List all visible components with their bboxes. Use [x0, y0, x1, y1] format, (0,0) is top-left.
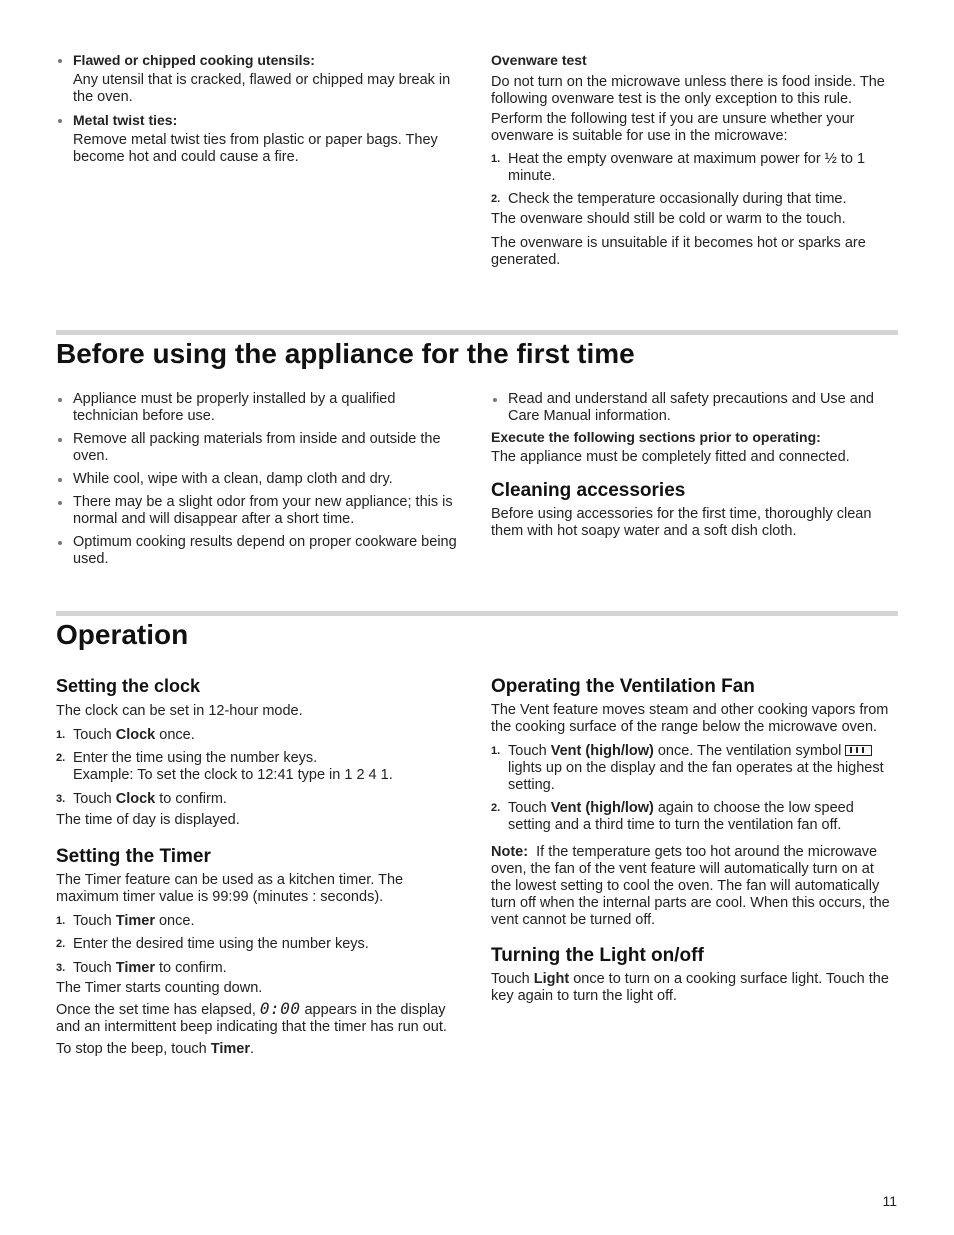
ovenware-p1: Do not turn on the microwave unless there is food inside. The following ovenware test is the only exception to this rule.	[491, 74, 885, 107]
clock-outro: The time of day is displayed.	[56, 812, 240, 828]
cleaning-title: Cleaning accessories	[491, 480, 686, 501]
ovenware-test	[491, 52, 897, 269]
note-text: If the temperature gets too hot around the microwave oven, the fan of the vent feature will automatically turn on at the lowest setting to cool the oven. The fan will automatically turn off when the internal parts are cool. When this occurs, the vent cannot be turned off.	[491, 844, 890, 928]
vent-note	[491, 844, 897, 929]
bullet-title: Flawed or chipped cooking utensils:	[73, 52, 315, 68]
step-text: once.	[154, 913, 195, 929]
list-item: While cool, wipe with a clean, damp cloth and dry.	[56, 471, 464, 488]
timer-step-3	[56, 960, 464, 977]
timer-key: Timer	[115, 960, 155, 976]
timer-countdown: The Timer starts counting down.	[56, 980, 263, 996]
step-text: again to choose the low speed setting and a third time to turn the ventilation fan off.	[508, 800, 854, 833]
ovenware-p4: The ovenware is unsuitable if it becomes hot or sparks are generated.	[491, 235, 866, 268]
step-number: 1.	[491, 153, 501, 165]
step-text: Enter the time using the number keys.	[73, 750, 318, 766]
step-text: Touch	[508, 743, 551, 759]
vent-intro: The Vent feature moves steam and other cooking vapors from the cooking surface of the range below the microwave oven.	[491, 702, 889, 735]
step-number: 3.	[56, 793, 66, 805]
timer-key: Timer	[210, 1041, 251, 1057]
ventilation-symbol-icon	[845, 745, 872, 756]
clock-title: Setting the clock	[56, 676, 201, 696]
step-text: once.	[155, 727, 195, 743]
step-text: lights up on the display and the fan operates at the highest setting.	[508, 760, 884, 793]
step-text: Touch	[73, 791, 116, 807]
step-text: Touch	[73, 913, 116, 929]
page-number: 11	[882, 1193, 897, 1209]
section-divider	[56, 330, 898, 335]
bullet-title: Metal twist ties:	[73, 112, 178, 128]
timer-stop-text: .	[250, 1041, 255, 1057]
vent-key: Vent (high/low)	[550, 800, 654, 816]
operation-right-column	[491, 676, 897, 1005]
step-number: 2.	[491, 193, 501, 205]
timer-elapsed	[56, 1000, 464, 1036]
step-example: Example: To set the clock to 12:41 type in 1 2 4 1.	[73, 767, 393, 783]
step-text: to confirm.	[155, 791, 227, 807]
step-number: 2.	[56, 938, 66, 950]
clock-step-3	[56, 791, 464, 808]
light-text-part: once to turn on a cooking surface light. Touch the key again to turn the light off.	[491, 971, 889, 1004]
vent-step-2	[491, 800, 897, 834]
note-label: Note:	[491, 844, 529, 860]
step-number: 2.	[491, 802, 501, 814]
light-text	[491, 971, 897, 1005]
execute-text: The appliance must be completely fitted and connected.	[491, 449, 850, 465]
list-item: Appliance must be properly installed by a qualified technician before use.	[56, 391, 464, 425]
vent-step-1	[491, 743, 897, 794]
execute-title: Execute the following sections prior to operating:	[491, 429, 821, 445]
clock-step-1	[56, 727, 464, 744]
light-title: Turning the Light on/off	[491, 945, 704, 966]
step-text: Touch	[73, 727, 116, 743]
clock-step-2	[56, 750, 464, 784]
ovenware-title: Ovenware test	[491, 52, 587, 68]
before-right-column	[491, 391, 897, 540]
timer-stop-text: To stop the beep, touch	[56, 1041, 211, 1057]
step-text: Check the temperature occasionally during that time.	[508, 191, 847, 207]
clock-intro: The clock can be set in 12-hour mode.	[56, 703, 303, 719]
before-left-bullets	[56, 391, 464, 568]
ovenware-p3: The ovenware should still be cold or warm to the touch.	[491, 211, 846, 227]
timer-key: Timer	[115, 913, 155, 929]
bullet-metal-twist-ties	[56, 112, 456, 166]
timer-step-2	[56, 936, 464, 953]
step-number: 2.	[56, 752, 66, 764]
light-key: Light	[533, 971, 570, 987]
step-text: to confirm.	[154, 960, 227, 976]
bullet-text: Remove metal twist ties from plastic or paper bags. They become hot and could cause a fire.	[73, 132, 438, 165]
cleaning-text: Before using accessories for the first time, thoroughly clean them with hot soapy water and a soft dish cloth.	[491, 506, 872, 539]
clock-key: Clock	[115, 727, 156, 743]
step-text: once. The ventilation symbol	[653, 743, 846, 759]
step-number: 1.	[56, 915, 66, 927]
step-text: Enter the desired time using the number keys.	[73, 936, 369, 952]
section-divider	[56, 611, 898, 616]
vent-title: Operating the Ventilation Fan	[491, 676, 755, 697]
light-text-part: Touch	[491, 971, 534, 987]
bullet-text: Any utensil that is cracked, flawed or chipped may break in the oven.	[73, 72, 451, 105]
operation-left-column	[56, 675, 464, 1058]
operation-heading: Operation	[56, 619, 189, 650]
list-item: Read and understand all safety precautions and Use and Care Manual information.	[491, 391, 897, 425]
before-heading: Before using the appliance for the first time	[56, 338, 635, 369]
display-readout: 0:00	[259, 999, 301, 1018]
ovenware-step-2	[491, 191, 897, 208]
ovenware-p2: Perform the following test if you are unsure whether your ovenware is suitable for use in the microwave:	[491, 111, 855, 144]
list-item: Remove all packing materials from inside and outside the oven.	[56, 431, 464, 465]
timer-elapsed-text: Once the set time has elapsed,	[56, 1002, 260, 1018]
step-text: Heat the empty ovenware at maximum power for ½ to 1 minute.	[508, 151, 866, 184]
step-number: 3.	[56, 962, 66, 974]
utensil-warnings	[56, 52, 456, 166]
timer-intro: The Timer feature can be used as a kitchen timer. The maximum timer value is 99:99 (minutes : seconds).	[56, 872, 404, 905]
timer-step-1	[56, 913, 464, 930]
clock-key: Clock	[115, 791, 156, 807]
ovenware-step-1	[491, 151, 897, 185]
list-item: There may be a slight odor from your new appliance; this is normal and will disappear after a short time.	[56, 494, 464, 528]
step-text: Touch	[508, 800, 551, 816]
bullet-flawed-utensils	[56, 52, 456, 106]
step-number: 1.	[491, 745, 501, 757]
vent-key: Vent (high/low)	[550, 743, 654, 759]
step-number: 1.	[56, 729, 66, 741]
list-item: Optimum cooking results depend on proper cookware being used.	[56, 534, 464, 568]
step-text: Touch	[73, 960, 116, 976]
timer-elapsed-text: appears in the display and an intermittent beep indicating that the timer has run out.	[56, 1002, 447, 1035]
timer-title: Setting the Timer	[56, 846, 211, 867]
timer-stop	[56, 1041, 464, 1058]
